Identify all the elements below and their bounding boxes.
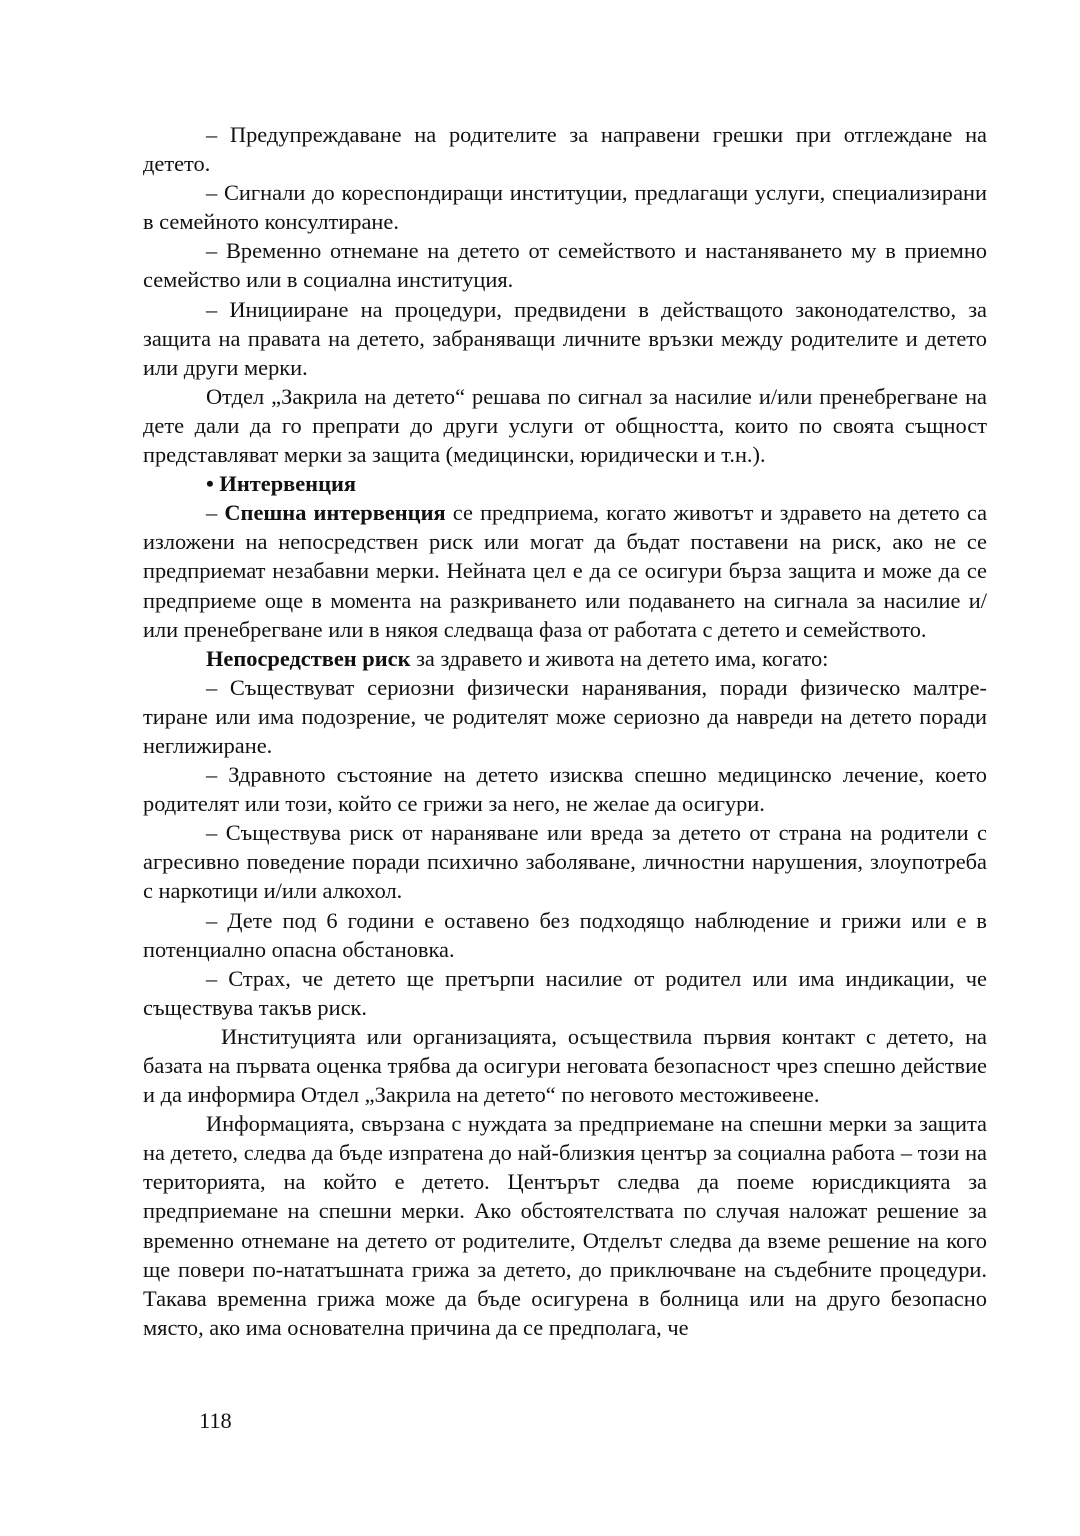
immediate-risk-text: за здравето и живота на детето има, когато: <box>410 645 829 671</box>
risk-item-medical-treatment: – Здравното състояние на детето изисква спешно медицинско лечение, което родителят или този, който се грижи за него, не желае да осигури. <box>143 762 987 817</box>
urgent-dash: – <box>206 500 225 526</box>
paragraph-warning-parents: – Предупреждаване на родителите за направени грешки при отглеждане на детето. <box>143 122 987 177</box>
risk-item-physical-injuries: – Съществуват сериозни физически наранявания, поради физическо малтретиране или има подозрение, че родителят може сериозно да навреди на детето поради неглижиране. <box>143 674 987 758</box>
paragraph-information-urgent-measures: Информацията, свързана с нуждата за предприемане на спешни мерки за защита на детето, следва да бъде изпратена до най-близкия център за социална работа – този на територията, на който е детето. Центърът следва да поеме юрисдикцията за предприемане на спешни мерки. Ако обстоятелствата по случая наложат решение за временно отнемане на детето от родителите, Отделът следва да вземе решение на кого ще повери по-нататъшната грижа за детето, до приключване на съдебните процедури. Такава временна грижа може да бъде осигурена в болница или на друго безопасно място, ако има основателна причина да се предполага, че <box>143 1111 987 1340</box>
page-number: 118 <box>199 1408 232 1433</box>
urgent-intervention-term: Спешна интервенция <box>224 500 446 526</box>
risk-item-child-under-six: – Дете под 6 години е оставено без подходящо наблюдение и грижи или е в потенциално опасна обстановка. <box>143 907 987 962</box>
paragraph-first-contact-institution: Институцията или организацията, осъществила първия контакт с детето, на базата на първата оценка трябва да осигури неговата безопасност чрез спешно действие и да информира Отдел „Закрила на детето“ по неговото местоживеене. <box>143 1023 987 1108</box>
paragraph-child-protection-department: Отдел „Закрила на детето“ решава по сигнал за насилие и/или пренебрегване на дете дали да го препрати до други услуги от общността, които по своята същност представляват мерки за защита (медицински, юридически и т.н.). <box>143 383 987 468</box>
risk-item-fear-of-violence: – Страх, че детето ще претърпи насилие от родител или има индикации, че съществува такъв риск. <box>143 965 987 1020</box>
section-heading-intervention: • Интервенция <box>206 471 356 497</box>
immediate-risk-term: Непосредствен риск <box>206 645 411 671</box>
risk-item-aggressive-parents: – Съществува риск от нараняване или вреда за детето от страна на родители с агресивно поведение поради психично заболяване, личностни нарушения, злоупотреба с наркотици и/или алкохол. <box>143 820 987 904</box>
urgent-intervention-text: се предприема, когато животът и здравето на детето са изложени на непосредствен риск или могат да бъдат поставени на риск, ако не се предприемат незабавни мерки. Нейната цел е да се осигури бърза защита и може да се предприеме още в момента на разкриването или подаването на сигнала за насилие и/или пренебрегване или в някоя следваща фаза от работата с детето и семейството. <box>143 500 988 642</box>
paragraph-signals-institutions: – Сигнали до кореспондиращи институции, предлагащи услуги, специализирани в семейното консултиране. <box>143 180 987 235</box>
paragraph-initiating-procedures: – Иницииране на процедури, предвидени в действащото законодателство, за защита на правата на детето, забраняващи личните връзки между родителите и детето или други мерки. <box>143 296 987 380</box>
paragraph-urgent-intervention <box>143 498 987 643</box>
page-body <box>143 120 987 1342</box>
paragraph-immediate-risk-intro <box>143 644 987 673</box>
paragraph-temporary-removal: – Временно отнемане на детето от семейството и настаняването му в приемно семейство или в социална институция. <box>143 238 987 293</box>
